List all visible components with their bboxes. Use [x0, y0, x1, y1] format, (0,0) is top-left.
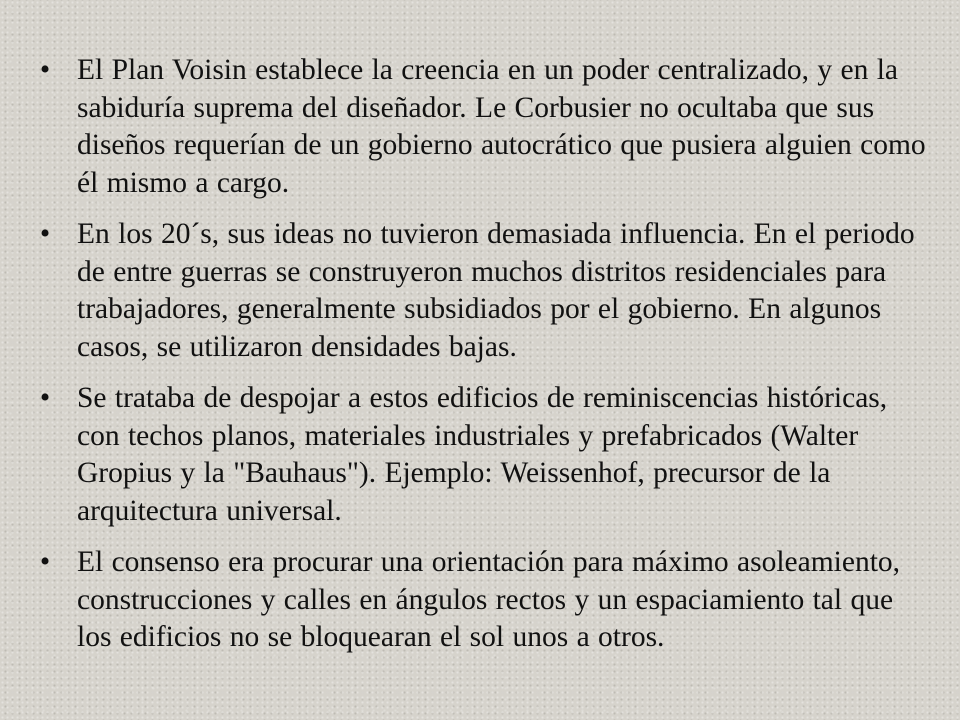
- bullet-item-bauhaus: [30, 380, 930, 530]
- bullet-list: [30, 52, 930, 671]
- bullet-item-consenso: [30, 544, 930, 657]
- bullet-text: Se trataba de despojar a estos edificios de reminiscencias históricas, con techos planos, materiales industriales y prefabricados (Walter Gropius y la "Bauhaus"). Ejemplo: Weissenhof, precursor de la arquitectura universal.: [77, 382, 888, 527]
- bullet-marker: •: [39, 382, 51, 414]
- bullet-item-anos-20: [30, 216, 930, 366]
- bullet-item-plan-voisin: [30, 52, 930, 202]
- bullet-marker: •: [39, 54, 51, 86]
- bullet-text: El Plan Voisin establece la creencia en un poder centralizado, y en la sabiduría suprema del diseñador. Le Corbusier no ocultaba que sus diseños requerían de un gobierno autocrático que pusiera alguien como él mismo a cargo.: [77, 54, 926, 199]
- bullet-text: El consenso era procurar una orientación para máximo asoleamiento, construcciones y calles en ángulos rectos y un espaciamiento tal que los edificios no se bloquearan el sol unos a otros.: [77, 546, 901, 653]
- bullet-marker: •: [39, 218, 51, 250]
- bullet-text: En los 20´s, sus ideas no tuvieron demasiada influencia. En el periodo de entre guerras se construyeron muchos distritos residenciales para trabajadores, generalmente subsidiados por el gobierno. En algunos casos, se utilizaron densidades bajas.: [77, 218, 915, 363]
- bullet-marker: •: [39, 546, 51, 578]
